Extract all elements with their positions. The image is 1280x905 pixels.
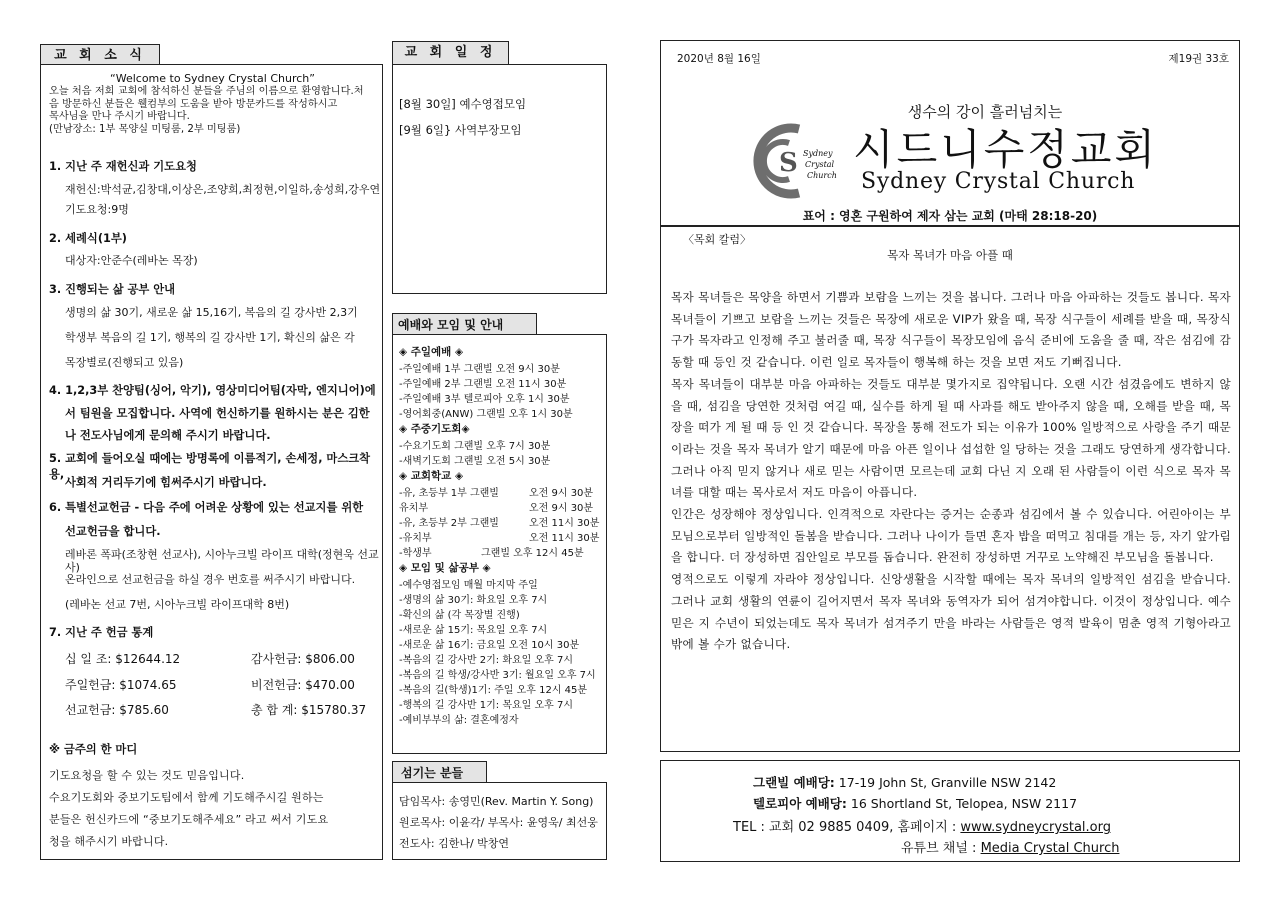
- life-study-line: 학생부 복음의 길 1기, 행복의 길 강사반 1기, 확신의 삶은 각: [65, 331, 355, 344]
- sunday-worship-heading: ◈ 주일예배 ◈: [399, 346, 464, 358]
- column-tag: 〈목회 칼럼〉: [683, 233, 752, 246]
- church-news-tab: 교 회 소 식: [40, 44, 160, 66]
- church-logo-icon: [737, 121, 857, 201]
- offering-vision: 비전헌금: $470.00: [251, 678, 355, 692]
- staff-panel: [392, 782, 607, 860]
- associate-pastors: 원로목사: 이윤각/ 부목사: 윤영욱/ 최선웅: [399, 816, 598, 829]
- church-school-heading: ◈ 교회학교 ◈: [399, 470, 464, 482]
- study-line: -예수영접모임 매월 마지막 주일: [399, 580, 538, 591]
- mission-offering-line: 선교헌금을 합니다.: [65, 525, 161, 538]
- youtube-line: [901, 837, 1119, 856]
- offering-thanks: 감사헌금: $806.00: [251, 652, 355, 666]
- study-line: -새로운 삶 16기: 금요일 오전 10시 30분: [399, 640, 580, 651]
- logo-text: Church: [807, 171, 837, 180]
- study-line: -예비부부의 삶: 결혼예정자: [399, 715, 519, 726]
- school-time: 그랜빌 오후 12시 45분: [481, 548, 584, 559]
- evangelists: 전도사: 김한나/ 박창연: [399, 837, 510, 850]
- church-motto: 표어 : 영혼 구원하여 제자 삼는 교회 (마태 28:18-20): [802, 209, 1098, 223]
- school-line: 유치부: [399, 503, 428, 514]
- telopea-label: 텔로피아 예배당:: [753, 796, 847, 811]
- worship-line: -주일예배 2부 그랜빌 오전 11시 30분: [399, 379, 567, 390]
- word-of-week-line: 분들은 헌신카드에 “중보기도해주세요” 라고 써서 기도요: [49, 813, 329, 826]
- study-line: -복음의 길 강사반 2기: 화요일 오후 7시: [399, 655, 574, 666]
- prayer-line: -수요기도회 그랜빌 오후 7시 30분: [399, 441, 551, 452]
- logo-text: Sydney: [803, 149, 833, 158]
- worship-line: -영어회중(ANW) 그랜빌 오후 1시 30분: [399, 409, 573, 420]
- study-line: -복음의 길(학생)1기: 주일 오후 12시 45분: [399, 685, 588, 696]
- study-heading: ◈ 모임 및 삶공부 ◈: [399, 562, 491, 574]
- section-rededication-heading: 1. 지난 주 재헌신과 기도요청: [49, 160, 197, 173]
- column-paragraph: 영적으로도 이렇게 자라야 정상입니다. 신앙생활을 시작할 때에는 목자 목녀의 일방적인 섬김을 받습니다. 그러나 교회 생활의 연륜이 길어지면서 목자 목녀와 동역자가 되어 섬겨야합니다. 이것이 정상입니다. 예수 믿은 지 수년이 되었는데도 목자 목녀가 섬겨주기 만을 바라는 사람들은 영적 발육이 멈춘 영적 기형아라고밖에 볼 수가 없습니다.: [671, 572, 1231, 652]
- bulletin-header: [660, 40, 1240, 226]
- column-title: 목자 목녀가 마음 아플 때: [887, 248, 1013, 262]
- bulletin-date: 2020년 8월 16일: [677, 53, 761, 65]
- rededication-names: 재헌신:박석균,김창대,이상은,조양희,최정현,이일하,송성희,강우연: [65, 183, 381, 196]
- contact-line: [733, 816, 1111, 835]
- offering-total: 총 합 계: $15780.37: [251, 703, 367, 717]
- study-line: -새로운 삶 15기: 목요일 오후 7시: [399, 625, 548, 636]
- website-link[interactable]: www.sydneycrystal.org: [960, 820, 1111, 835]
- study-line: -복음의 길 학생/강사반 3기: 월요일 오후 7시: [399, 670, 596, 681]
- school-line: -유, 초등부 1부 그랜빌: [399, 488, 499, 499]
- column-paragraph: 인간은 성장해야 정상입니다. 인격적으로 자란다는 증거는 순종과 섬김에서 볼 수 있습니다. 어린아이는 부모님으로부터 일방적인 돌봄을 받습니다. 그러나 나이가 들면 혼자 밥을 떠먹고 침대를 개는 등, 자기 앞가림을 합니다. 더 장성하면 집안일로 부모를 돕습니다. 완전히 장성하면 거꾸로 노약해진 부모님을 돌봅니다.: [671, 507, 1231, 565]
- church-news-panel: [40, 64, 383, 860]
- section-mission-offering: 6. 특별선교헌금 - 다음 주에 어려운 상황에 있는 선교지를 위한: [49, 501, 364, 514]
- schedule-item: [9월 6일} 사역부장모임: [399, 123, 522, 137]
- senior-pastor: 담임목사: 송영민(Rev. Martin Y. Song): [399, 795, 594, 808]
- study-line: -생명의 삶 30기: 화요일 오후 7시: [399, 595, 548, 606]
- column-paragraph: 목자 목녀들은 목양을 하면서 기쁨과 보람을 느끼는 것을 봅니다. 그러나 마음 아파하는 것들도 봅니다. 목자 목녀들이 기쁘고 보람을 느끼는 것들은 목장에 새로운 VIP가 왔을 때, 목장 식구들이 세례를 받을 때, 목장식구가 목자라고 인정해 주고 불러줄 때, 목장 식구들이 목장모임에 음식 준비에 도움을 줄 때, 작은 섬김에 감동할 때 등인 것 같습니다. 이런 일로 목자들이 행복해 하는 것을 보면 저도 기뻐집니다.: [671, 290, 1231, 370]
- section-life-study-heading: 3. 진행되는 삶 공부 안내: [49, 283, 176, 296]
- baptism-candidate: 대상자:안준수(레바논 목장): [65, 254, 198, 267]
- column-paragraph: 목자 목녀들이 대부분 마음 아파하는 것들도 대부분 몇가지로 집약됩니다. 오랜 시간 섬겼음에도 변하지 않을 때, 섬김을 당연한 것처럼 여길 때, 실수를 하게 될 때 사과를 해도 받아주지 않을 때, 오해를 받을 때, 목장을 떠가 게 될 때 등 인 것 같습니다. 목장을 통해 전도가 되는 이유가 100% 일방적으로 사랑을 주기 때문이라는 것을 목자 목녀가 알기 때문에 마음 아픈 일이나 섭섭한 일 당하는 것을 그래도 당연하게 생각합니다. 그러나 아직 믿지 않거나 새로 믿는 사람이면 모르는데 교회 다닌 지 오래 된 사람들이 이런 식으로 목자 목녀를 대할 때는 목사로서 저도 마음이 아픕니다.: [671, 376, 1231, 500]
- mission-offering-line: 레바론 폭파(조창현 선교사), 시아누크빌 라이프 대학(정현욱 선교사): [65, 548, 379, 574]
- column-body: [671, 287, 1231, 656]
- church-name-korean: 시드니수정교회: [853, 125, 1159, 174]
- granville-label: 그랜빌 예배당:: [753, 775, 835, 790]
- worship-info-panel: [392, 334, 607, 754]
- offering-tithe: 십 일 조: $12644.12: [65, 652, 181, 666]
- school-time: 오전 11시 30분: [529, 533, 600, 544]
- welcome-line: 음 방문하신 분들은 웰컴부의 도움을 받아 방문카드를 작성하시고: [49, 98, 338, 110]
- worship-line: -주일예배 1부 그랜빌 오전 9시 30분: [399, 364, 560, 375]
- bulletin-issue: 제19권 33호: [1168, 53, 1229, 65]
- schedule-item: [8월 30일] 예수영접모임: [399, 97, 527, 111]
- mission-offering-line: (레바논 선교 7번, 시아누크빌 라이프대학 8번): [65, 598, 290, 611]
- section-team-recruit: 4. 1,2,3부 찬양팀(싱어, 악기), 영상미디어팀(자막, 엔지니어)에: [49, 384, 376, 397]
- mission-offering-line: 온라인으로 선교헌금을 하실 경우 번호를 써주시기 바랍니다.: [65, 573, 356, 586]
- telopea-street: 16 Shortland St, Telopea, NSW 2117: [846, 796, 1078, 811]
- team-recruit-line: 서 팀원을 모집합니다. 사역에 헌신하기를 원하시는 분은 김한: [65, 407, 370, 420]
- welcome-body: [49, 86, 379, 136]
- logo-text: Crystal: [805, 160, 835, 169]
- school-time: 오전 9시 30분: [529, 488, 594, 499]
- church-schedule-panel: [392, 64, 607, 294]
- worship-info-tab: 예배와 모임 및 안내: [392, 313, 537, 335]
- prayer-requests: 기도요청:9명: [65, 203, 129, 216]
- youtube-channel-link[interactable]: Media Crystal Church: [980, 841, 1120, 856]
- welcome-line: 오늘 처음 저희 교회에 참석하신 분들을 주님의 이름으로 환영합니다.처: [49, 86, 364, 97]
- word-of-week-heading: ※ 금주의 한 마디: [49, 743, 138, 756]
- offering-sunday: 주일헌금: $1074.65: [65, 678, 177, 692]
- section-baptism-heading: 2. 세례식(1부): [49, 232, 127, 245]
- address-panel: [660, 760, 1240, 862]
- offering-mission: 선교헌금: $785.60: [65, 703, 169, 717]
- granville-street: 17-19 John St, Granville NSW 2142: [834, 775, 1057, 790]
- school-time: 오전 11시 30분: [529, 518, 600, 529]
- word-of-week-line: 기도요청을 할 수 있는 것도 믿음입니다.: [49, 769, 245, 782]
- school-line: -유치부: [399, 533, 432, 544]
- staff-tab: 섬기는 분들: [392, 761, 487, 783]
- svg-text:S: S: [779, 148, 798, 178]
- prayer-line: -새벽기도회 그랜빌 오전 5시 30분: [399, 456, 551, 467]
- school-line: -유, 초등부 2부 그랜빌: [399, 518, 499, 529]
- study-line: -확신의 삶 (각 목장별 진행): [399, 610, 520, 621]
- church-tagline: 생수의 강이 흘러넘치는: [907, 103, 1063, 121]
- welcome-line: 목사님을 만나 주시기 바랍니다.: [49, 111, 190, 123]
- team-recruit-line: 나 전도사님에게 문의해 주시기 바랍니다.: [65, 429, 271, 442]
- youtube-prefix: 유튜브 채널 :: [901, 841, 981, 856]
- study-line: -행복의 길 강사반 1기: 목요일 오후 7시: [399, 700, 574, 711]
- worship-line: -주일예배 3부 텔로피아 오후 1시 30분: [399, 394, 570, 405]
- granville-address: [753, 773, 1056, 791]
- church-schedule-tab: 교 회 일 정: [392, 41, 509, 65]
- life-study-line: 생명의 삶 30기, 새로운 삶 15,16기, 복음의 길 강사반 2,3기: [65, 306, 358, 319]
- pastor-column-panel: [660, 226, 1240, 752]
- section-safety-notice: 5. 교회에 들어오실 때에는 방명록에 이름적기, 손세정, 마스크착용,: [49, 452, 371, 481]
- section-offering-stats: 7. 지난 주 헌금 통계: [49, 626, 154, 639]
- weekday-prayer-heading: ◈ 주중기도회◈: [399, 423, 470, 435]
- telopea-address: [753, 794, 1077, 812]
- church-name-english: Sydney Crystal Church: [861, 169, 1136, 194]
- life-study-line: 목장별로(진행되고 있음): [65, 356, 184, 369]
- welcome-title: “Welcome to Sydney Crystal Church”: [110, 72, 315, 85]
- word-of-week-line: 청을 해주시기 바랍니다.: [49, 835, 169, 848]
- safety-notice-line: 사회적 거리두기에 힘써주시기 바랍니다.: [65, 476, 267, 489]
- tel-text: TEL : 교회 02 9885 0409, 홈페이지 :: [733, 820, 961, 835]
- welcome-line: (만남장소: 1부 목양실 미팅룸, 2부 미팅룸): [49, 123, 241, 135]
- school-line: -학생부: [399, 548, 432, 559]
- school-time: 오전 9시 30분: [529, 503, 594, 514]
- word-of-week-line: 수요기도회와 중보기도팀에서 함께 기도해주시길 원하는: [49, 791, 324, 804]
